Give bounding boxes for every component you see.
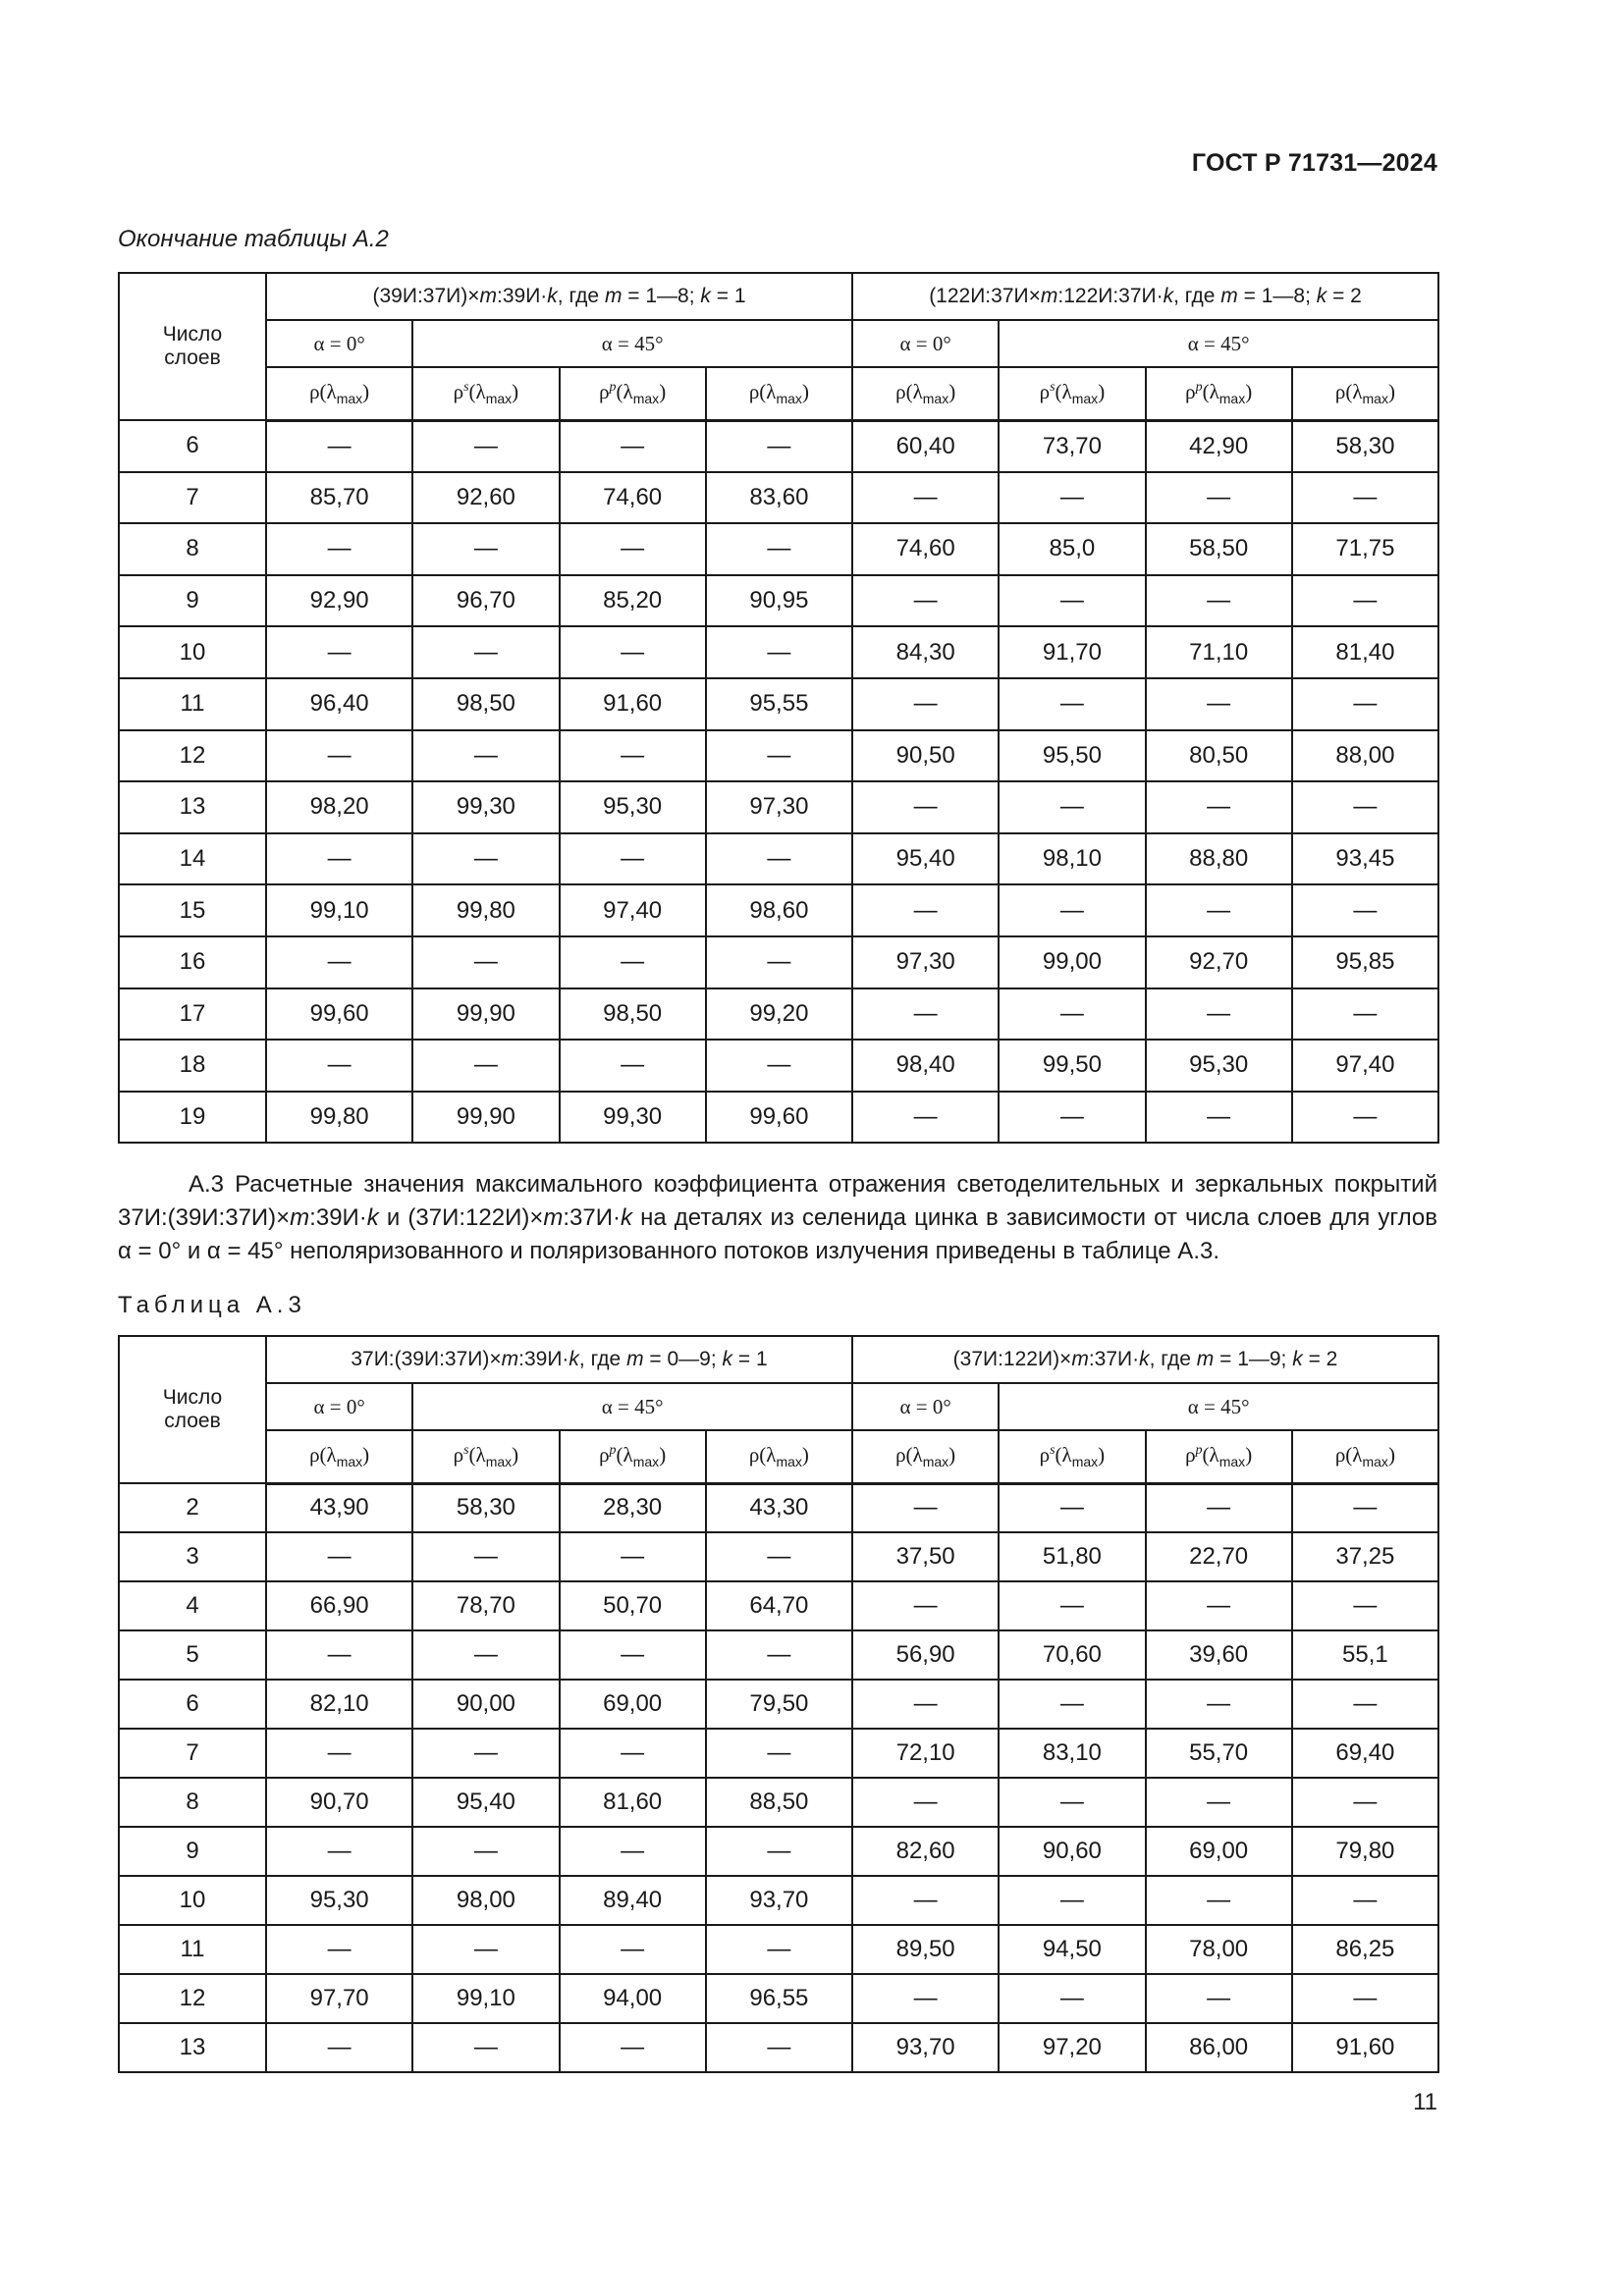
value-cell: — (266, 1827, 412, 1876)
value-cell: 94,00 (560, 1974, 706, 2023)
value-cell: 97,30 (852, 936, 999, 988)
value-cell: 78,70 (412, 1581, 559, 1630)
table-a3-caption: Таблица А.3 (118, 1292, 306, 1318)
value-cell: 95,30 (266, 1876, 412, 1925)
value-cell: 50,70 (560, 1581, 706, 1630)
value-cell: — (560, 730, 706, 782)
layer-count-cell: 17 (119, 988, 266, 1041)
value-cell: — (1292, 781, 1438, 833)
alpha-0-header: α = 0° (266, 320, 412, 367)
value-cell: — (560, 1827, 706, 1876)
value-cell: 98,60 (706, 884, 852, 936)
table-row (119, 1974, 1438, 2023)
value-cell: 95,30 (560, 781, 706, 833)
value-cell: 78,00 (1146, 1925, 1292, 1974)
value-cell: — (412, 1630, 559, 1680)
page-number: 11 (1413, 2089, 1437, 2115)
table-row (119, 988, 1438, 1041)
value-cell: — (1146, 884, 1292, 936)
table-a2-body (119, 420, 1438, 1143)
value-cell: 37,25 (1292, 1532, 1438, 1581)
value-cell: — (1292, 1974, 1438, 2023)
value-cell: 83,10 (999, 1729, 1145, 1778)
value-cell: 85,70 (266, 472, 412, 524)
value-cell: 96,40 (266, 678, 412, 730)
value-cell: 98,50 (560, 988, 706, 1041)
table-row (119, 1680, 1438, 1729)
value-cell: 99,60 (266, 988, 412, 1041)
value-cell: 90,00 (412, 1680, 559, 1729)
rho-s-header: $\rho^s(\lambda_{max})$ (412, 1430, 559, 1483)
layer-count-cell: 6 (119, 1680, 266, 1729)
rho-header: $\rho(\lambda_{max})$ (706, 1430, 852, 1483)
value-cell: 92,70 (1146, 936, 1292, 988)
layer-count-cell: 10 (119, 626, 266, 678)
value-cell: — (1146, 1876, 1292, 1925)
alpha-45-header: α = 45° (412, 1383, 852, 1430)
table-row (119, 730, 1438, 782)
value-cell: 79,50 (706, 1680, 852, 1729)
value-cell: — (852, 884, 999, 936)
value-cell: 98,20 (266, 781, 412, 833)
value-cell: 37,50 (852, 1532, 999, 1581)
value-cell: — (706, 1729, 852, 1778)
value-cell: — (1292, 678, 1438, 730)
value-cell: 92,60 (412, 472, 559, 524)
value-cell: — (852, 575, 999, 627)
table-row (119, 1729, 1438, 1778)
value-cell: 97,20 (999, 2023, 1145, 2072)
layer-count-cell: 12 (119, 730, 266, 782)
value-cell: — (266, 730, 412, 782)
value-cell: 42,90 (1146, 420, 1292, 472)
column-header-layers: Число слоев (119, 273, 266, 420)
value-cell: 74,60 (852, 523, 999, 575)
value-cell: — (1146, 781, 1292, 833)
layer-count-cell: 7 (119, 1729, 266, 1778)
rho-s-header: $\rho^s(\lambda_{max})$ (999, 1430, 1145, 1483)
table-row (119, 884, 1438, 936)
group-header-right: (37И:122И)×m:37И·k, где m = 1—9; k = 2 (852, 1336, 1438, 1383)
value-cell: 97,40 (1292, 1040, 1438, 1092)
rho-s-header: $\rho^s(\lambda_{max})$ (412, 367, 559, 420)
value-cell: 82,60 (852, 1827, 999, 1876)
value-cell: 88,80 (1146, 833, 1292, 885)
layer-count-cell: 9 (119, 575, 266, 627)
value-cell: 94,50 (999, 1925, 1145, 1974)
value-cell: — (1292, 1876, 1438, 1925)
value-cell: — (706, 936, 852, 988)
rho-p-header: $\rho^p(\lambda_{max})$ (1146, 367, 1292, 420)
layer-count-cell: 8 (119, 1778, 266, 1827)
value-cell: — (1292, 472, 1438, 524)
value-cell: 95,55 (706, 678, 852, 730)
value-cell: 99,00 (999, 936, 1145, 988)
layer-count-cell: 19 (119, 1092, 266, 1144)
value-cell: 99,10 (266, 884, 412, 936)
document-standard-number: ГОСТ Р 71731—2024 (1191, 149, 1437, 177)
value-cell: 56,90 (852, 1630, 999, 1680)
value-cell: 97,30 (706, 781, 852, 833)
value-cell: 90,50 (852, 730, 999, 782)
value-cell: 97,40 (560, 884, 706, 936)
value-cell: 71,10 (1146, 626, 1292, 678)
value-cell: — (560, 833, 706, 885)
alpha-0-header: α = 0° (266, 1383, 412, 1430)
value-cell: — (412, 1827, 559, 1876)
table-row (119, 678, 1438, 730)
table-row (119, 936, 1438, 988)
value-cell: 74,60 (560, 472, 706, 524)
value-cell: 97,70 (266, 1974, 412, 2023)
rho-p-header: $\rho^p(\lambda_{max})$ (560, 367, 706, 420)
alpha-45-header: α = 45° (999, 1383, 1438, 1430)
table-row (119, 1532, 1438, 1581)
value-cell: 90,60 (999, 1827, 1145, 1876)
value-cell: — (852, 1680, 999, 1729)
value-cell: — (1292, 1680, 1438, 1729)
value-cell: 55,1 (1292, 1630, 1438, 1680)
value-cell: — (412, 1532, 559, 1581)
value-cell: — (1292, 1483, 1438, 1532)
value-cell: — (852, 988, 999, 1041)
table-row (119, 1778, 1438, 1827)
value-cell: 28,30 (560, 1483, 706, 1532)
value-cell: — (999, 1974, 1145, 2023)
rho-p-header: $\rho^p(\lambda_{max})$ (560, 1430, 706, 1483)
value-cell: 60,40 (852, 420, 999, 472)
value-cell: — (560, 1630, 706, 1680)
layer-count-cell: 12 (119, 1974, 266, 2023)
value-cell: — (412, 936, 559, 988)
value-cell: 92,90 (266, 575, 412, 627)
value-cell: 66,90 (266, 1581, 412, 1630)
value-cell: 98,50 (412, 678, 559, 730)
value-cell: — (266, 420, 412, 472)
value-cell: — (412, 730, 559, 782)
value-cell: 93,45 (1292, 833, 1438, 885)
value-cell: — (266, 1630, 412, 1680)
value-cell: 90,70 (266, 1778, 412, 1827)
value-cell: — (852, 1974, 999, 2023)
table-a2 (118, 272, 1439, 1144)
value-cell: — (999, 781, 1145, 833)
value-cell: — (1146, 678, 1292, 730)
value-cell: — (706, 2023, 852, 2072)
value-cell: — (412, 2023, 559, 2072)
value-cell: — (999, 1092, 1145, 1144)
layer-count-cell: 13 (119, 781, 266, 833)
value-cell: — (999, 575, 1145, 627)
value-cell: 58,30 (1292, 420, 1438, 472)
layer-count-cell: 11 (119, 678, 266, 730)
value-cell: 79,80 (1292, 1827, 1438, 1876)
rho-s-header: $\rho^s(\lambda_{max})$ (999, 367, 1145, 420)
value-cell: 91,60 (1292, 2023, 1438, 2072)
table-row (119, 472, 1438, 524)
value-cell: — (1292, 1778, 1438, 1827)
value-cell: — (852, 1483, 999, 1532)
value-cell: — (999, 1581, 1145, 1630)
value-cell: — (266, 1040, 412, 1092)
table-a2-continuation-caption: Окончание таблицы А.2 (118, 226, 389, 252)
layer-count-cell: 6 (119, 420, 266, 472)
value-cell: 99,80 (266, 1092, 412, 1144)
rho-header: $\rho(\lambda_{max})$ (1292, 1430, 1438, 1483)
value-cell: — (1146, 1483, 1292, 1532)
value-cell: — (412, 1729, 559, 1778)
value-cell: 39,60 (1146, 1630, 1292, 1680)
value-cell: 95,30 (1146, 1040, 1292, 1092)
value-cell: — (1146, 1680, 1292, 1729)
alpha-0-header: α = 0° (852, 320, 999, 367)
value-cell: 96,70 (412, 575, 559, 627)
value-cell: 99,10 (412, 1974, 559, 2023)
value-cell: — (852, 1092, 999, 1144)
layer-count-cell: 8 (119, 523, 266, 575)
group-header-left: 37И:(39И:37И)×m:39И·k, где m = 0—9; k = 1 (266, 1336, 852, 1383)
value-cell: 86,25 (1292, 1925, 1438, 1974)
value-cell: 98,10 (999, 833, 1145, 885)
rho-header: $\rho(\lambda_{max})$ (266, 367, 412, 420)
value-cell: 89,50 (852, 1925, 999, 1974)
value-cell: — (412, 626, 559, 678)
value-cell: — (412, 1040, 559, 1092)
value-cell: 86,00 (1146, 2023, 1292, 2072)
value-cell: 43,90 (266, 1483, 412, 1532)
layer-count-cell: 5 (119, 1630, 266, 1680)
value-cell: 58,50 (1146, 523, 1292, 575)
layer-count-cell: 2 (119, 1483, 266, 1532)
table-row (119, 1040, 1438, 1092)
value-cell: — (852, 781, 999, 833)
table-row (119, 1092, 1438, 1144)
value-cell: 99,80 (412, 884, 559, 936)
value-cell: 82,10 (266, 1680, 412, 1729)
value-cell: 69,00 (560, 1680, 706, 1729)
table-row (119, 1630, 1438, 1680)
value-cell: — (560, 2023, 706, 2072)
value-cell: — (1146, 1974, 1292, 2023)
table-row (119, 575, 1438, 627)
value-cell: 91,70 (999, 626, 1145, 678)
value-cell: — (1292, 1092, 1438, 1144)
paragraph-a3: А.3 Расчетные значения максимального коэффициента отражения светоделительных и зеркальных покрытий 37И:(39И:37И)×m:39И·k и (37И:122И)×m:37И·k на деталях из селенида цинка в зависимости от числа слоев для углов α = 0° и α = 45° неполяризованного и поляризованного потоков излучения приведены в таблице А.3. (118, 1171, 1438, 1264)
rho-header: $\rho(\lambda_{max})$ (266, 1430, 412, 1483)
value-cell: — (266, 2023, 412, 2072)
rho-header: $\rho(\lambda_{max})$ (706, 367, 852, 420)
value-cell: — (706, 420, 852, 472)
layer-count-cell: 9 (119, 1827, 266, 1876)
value-cell: 95,40 (852, 833, 999, 885)
value-cell: 70,60 (999, 1630, 1145, 1680)
value-cell: — (560, 1925, 706, 1974)
alpha-0-header: α = 0° (852, 1383, 999, 1430)
value-cell: 93,70 (852, 2023, 999, 2072)
value-cell: — (706, 833, 852, 885)
layer-count-cell: 16 (119, 936, 266, 988)
table-a3 (118, 1335, 1439, 2073)
value-cell: — (266, 936, 412, 988)
value-cell: 55,70 (1146, 1729, 1292, 1778)
value-cell: 85,0 (999, 523, 1145, 575)
value-cell: — (999, 988, 1145, 1041)
value-cell: 43,30 (706, 1483, 852, 1532)
value-cell: — (852, 1876, 999, 1925)
layer-count-cell: 14 (119, 833, 266, 885)
value-cell: 99,90 (412, 1092, 559, 1144)
value-cell: — (1292, 884, 1438, 936)
value-cell: 96,55 (706, 1974, 852, 2023)
value-cell: — (1146, 988, 1292, 1041)
value-cell: — (266, 523, 412, 575)
value-cell: 99,20 (706, 988, 852, 1041)
value-cell: — (266, 626, 412, 678)
rho-header: $\rho(\lambda_{max})$ (852, 367, 999, 420)
value-cell: — (852, 678, 999, 730)
value-cell: 84,30 (852, 626, 999, 678)
value-cell: 90,95 (706, 575, 852, 627)
value-cell: — (1146, 1581, 1292, 1630)
value-cell: — (706, 1040, 852, 1092)
value-cell: — (560, 936, 706, 988)
alpha-45-header: α = 45° (412, 320, 852, 367)
value-cell: 95,50 (999, 730, 1145, 782)
value-cell: — (999, 1680, 1145, 1729)
rho-header: $\rho(\lambda_{max})$ (1292, 367, 1438, 420)
value-cell: — (999, 678, 1145, 730)
value-cell: 72,10 (852, 1729, 999, 1778)
value-cell: — (1146, 575, 1292, 627)
layer-count-cell: 7 (119, 472, 266, 524)
value-cell: — (560, 1729, 706, 1778)
rho-header: $\rho(\lambda_{max})$ (852, 1430, 999, 1483)
value-cell: — (560, 626, 706, 678)
value-cell: — (412, 1925, 559, 1974)
table-a3-body (119, 1483, 1438, 2072)
layer-count-cell: 10 (119, 1876, 266, 1925)
value-cell: 99,90 (412, 988, 559, 1041)
value-cell: — (852, 1778, 999, 1827)
value-cell: 85,20 (560, 575, 706, 627)
value-cell: — (706, 1827, 852, 1876)
group-header-left: (39И:37И)×m:39И·k, где m = 1—8; k = 1 (266, 273, 852, 320)
table-row (119, 1483, 1438, 1532)
value-cell: — (706, 1630, 852, 1680)
layer-count-cell: 4 (119, 1581, 266, 1630)
value-cell: — (266, 833, 412, 885)
value-cell: — (706, 1925, 852, 1974)
value-cell: 95,85 (1292, 936, 1438, 988)
value-cell: — (266, 1532, 412, 1581)
value-cell: — (852, 1581, 999, 1630)
value-cell: — (852, 472, 999, 524)
value-cell: — (560, 1040, 706, 1092)
value-cell: — (706, 1532, 852, 1581)
column-header-layers: Число слоев (119, 1336, 266, 1483)
value-cell: 98,40 (852, 1040, 999, 1092)
layer-count-cell: 15 (119, 884, 266, 936)
value-cell: 69,40 (1292, 1729, 1438, 1778)
value-cell: 80,50 (1146, 730, 1292, 782)
table-row (119, 781, 1438, 833)
value-cell: 83,60 (706, 472, 852, 524)
value-cell: 81,60 (560, 1778, 706, 1827)
value-cell: 71,75 (1292, 523, 1438, 575)
value-cell: — (999, 1778, 1145, 1827)
value-cell: — (412, 420, 559, 472)
value-cell: 98,00 (412, 1876, 559, 1925)
table-row (119, 1925, 1438, 1974)
layer-count-cell: 3 (119, 1532, 266, 1581)
value-cell: 64,70 (706, 1581, 852, 1630)
value-cell: — (1146, 1092, 1292, 1144)
table-row (119, 1827, 1438, 1876)
value-cell: 58,30 (412, 1483, 559, 1532)
value-cell: 88,50 (706, 1778, 852, 1827)
value-cell: — (1292, 1581, 1438, 1630)
value-cell: 99,60 (706, 1092, 852, 1144)
table-row (119, 2023, 1438, 2072)
value-cell: — (560, 420, 706, 472)
value-cell: — (266, 1925, 412, 1974)
table-row (119, 833, 1438, 885)
value-cell: 73,70 (999, 420, 1145, 472)
table-row (119, 626, 1438, 678)
value-cell: 93,70 (706, 1876, 852, 1925)
table-row (119, 420, 1438, 472)
value-cell: — (266, 1729, 412, 1778)
layer-count-cell: 18 (119, 1040, 266, 1092)
value-cell: — (412, 833, 559, 885)
alpha-45-header: α = 45° (999, 320, 1438, 367)
value-cell: — (999, 1483, 1145, 1532)
value-cell: — (560, 523, 706, 575)
value-cell: — (999, 884, 1145, 936)
value-cell: — (1146, 472, 1292, 524)
value-cell: 88,00 (1292, 730, 1438, 782)
table-row (119, 523, 1438, 575)
value-cell: — (999, 1876, 1145, 1925)
value-cell: — (1146, 1778, 1292, 1827)
table-row (119, 1876, 1438, 1925)
value-cell: 51,80 (999, 1532, 1145, 1581)
value-cell: 91,60 (560, 678, 706, 730)
value-cell: 69,00 (1146, 1827, 1292, 1876)
layer-count-cell: 11 (119, 1925, 266, 1974)
value-cell: 22,70 (1146, 1532, 1292, 1581)
value-cell: 81,40 (1292, 626, 1438, 678)
value-cell: — (1292, 988, 1438, 1041)
value-cell: 99,30 (560, 1092, 706, 1144)
value-cell: 95,40 (412, 1778, 559, 1827)
value-cell: 99,50 (999, 1040, 1145, 1092)
value-cell: — (706, 730, 852, 782)
value-cell: — (560, 1532, 706, 1581)
value-cell: — (706, 523, 852, 575)
value-cell: 89,40 (560, 1876, 706, 1925)
value-cell: 99,30 (412, 781, 559, 833)
value-cell: — (1292, 575, 1438, 627)
table-row (119, 1581, 1438, 1630)
group-header-right: (122И:37И×m:122И:37И·k, где m = 1—8; k = 2 (852, 273, 1438, 320)
rho-p-header: $\rho^p(\lambda_{max})$ (1146, 1430, 1292, 1483)
value-cell: — (412, 523, 559, 575)
value-cell: — (999, 472, 1145, 524)
value-cell: — (706, 626, 852, 678)
layer-count-cell: 13 (119, 2023, 266, 2072)
